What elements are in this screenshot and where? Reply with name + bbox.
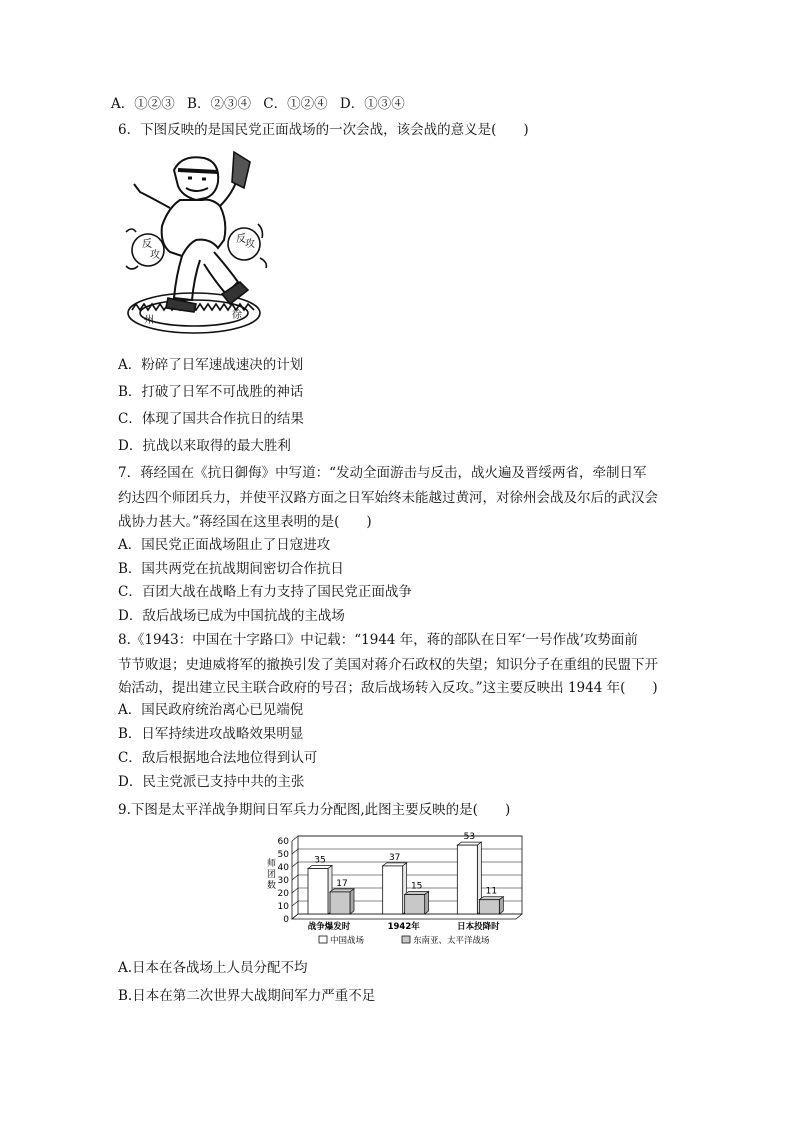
q7-option-d: D．敌后战场已成为中国抗战的主战场 <box>118 608 345 624</box>
legend-label-china: 中国战场 <box>330 936 365 946</box>
q5-option-b: B．②③④ <box>187 96 251 112</box>
gridline-side <box>292 836 298 841</box>
q8-option-d: D．民主党派已支持中共的主张 <box>118 774 305 790</box>
bar-value-label: 15 <box>410 881 423 892</box>
bar <box>308 869 328 915</box>
chart-floor <box>292 914 522 919</box>
bar <box>383 866 403 914</box>
q5-option-d: D．①③④ <box>339 96 405 112</box>
legend-swatch-pacific <box>402 936 410 943</box>
y-tick-label: 0 <box>283 915 289 925</box>
bar-value-label: 53 <box>463 832 476 843</box>
gridline-side <box>292 849 298 854</box>
x-category-label: 日本投降时 <box>457 922 500 932</box>
y-tick-label: 60 <box>277 837 289 847</box>
q5-option-a: A．①②③ <box>111 96 175 112</box>
y-axis-label-1: 师 <box>267 859 277 869</box>
xuzhou-battle-cartoon <box>122 148 272 340</box>
legend-label-pacific: 东南亚、太平洋战场 <box>413 936 490 946</box>
y-tick-label: 40 <box>277 863 289 873</box>
q7-option-a: A．国民党正面战场阻止了日寇进攻 <box>118 537 331 553</box>
x-category-label: 战争爆发时 <box>307 922 351 932</box>
q8-option-c: C．敌后根据地合法地位得到认可 <box>118 750 318 766</box>
q7-option-b: B．国共两党在抗战期间密切合作抗日 <box>118 561 344 577</box>
q9-option-b: B.日本在第二次世界大战期间军力严重不足 <box>118 988 376 1004</box>
bar-value-label: 37 <box>388 852 401 863</box>
bar <box>330 892 350 914</box>
q8-option-b: B．日军持续进攻战略效果明显 <box>118 726 304 742</box>
bar <box>479 900 499 914</box>
y-tick-label: 10 <box>277 902 289 912</box>
gridline-side <box>292 875 298 880</box>
q5-options <box>111 94 413 114</box>
bar <box>457 845 477 914</box>
q8-stem-line-3: 始活动，提出建立民主联合政府的号召；敌后战场转入反攻。”这主要反映出 1944 年( ) <box>118 680 658 696</box>
q7-stem-line-1: 7．蒋经国在《抗日御侮》中写道：“发动全面游击与反击，战火遍及晋绥两省，牵制日军 <box>118 465 647 481</box>
q7-option-c: C．百团大战在战略上有力支持了国民党正面战争 <box>118 584 412 600</box>
y-axis-label-3: 数 <box>267 881 277 891</box>
y-tick-label: 50 <box>277 850 289 860</box>
cartoon-label-gong-right: 攻 <box>245 239 255 250</box>
x-category-label: 1942年 <box>387 922 420 932</box>
cartoon-label-gong-left: 攻 <box>150 250 160 261</box>
q6-option-c: C．体现了国共合作抗日的结果 <box>118 411 304 427</box>
bar-side <box>425 892 429 915</box>
q7-stem-line-2: 约达四个师团兵力，并使平汉路方面之日军始终未能越过黄河，对徐州会战及尔后的武汉会 <box>118 490 658 506</box>
legend-swatch-china <box>319 936 327 943</box>
q8-stem-line-1: 8.《1943：中国在十字路口》中记载：“1944 年，蒋的部队在日军‘一号作战’攻势面前 <box>118 632 638 648</box>
bar-side <box>499 897 503 914</box>
q6-stem: 6．下图反映的是国民党正面战场的一次会战，该会战的意义是( ) <box>118 122 529 138</box>
q5-option-c: C．①②④ <box>263 96 328 112</box>
q6-option-d: D．抗战以来取得的最大胜利 <box>118 438 291 454</box>
troop-distribution-bar-chart <box>262 826 532 948</box>
cartoon-label-xu: 徐 <box>232 310 242 321</box>
bar-value-label: 17 <box>336 878 348 889</box>
gridline-side <box>292 901 298 906</box>
q8-stem-line-2: 节节败退；史迪威将军的撤换引发了美国对蒋介石政权的失望；知识分子在重组的民盟下开 <box>118 657 658 673</box>
q9-stem: 9.下图是太平洋战争期间日军兵力分配图,此图主要反映的是( ) <box>118 802 511 818</box>
cartoon-label-fan-right: 反 <box>236 234 246 245</box>
bar <box>405 895 425 915</box>
gridline-side <box>292 888 298 893</box>
y-tick-label: 20 <box>277 889 289 899</box>
q9-option-a: A.日本在各战场上人员分配不均 <box>118 960 308 976</box>
q6-option-a: A．粉碎了日军速战速决的计划 <box>118 357 304 373</box>
y-axis-label-2: 团 <box>267 870 277 880</box>
q8-option-a: A．国民政府统治离心已见端倪 <box>118 702 304 718</box>
bar-value-label: 11 <box>485 886 498 897</box>
cartoon-label-fan-left: 反 <box>142 239 152 250</box>
gridline-side <box>292 862 298 867</box>
y-tick-label: 30 <box>277 876 289 886</box>
cartoon-label-zhou: 州 <box>144 315 154 326</box>
q7-stem-line-3: 战协力甚大。”蒋经国在这里表明的是( ) <box>118 514 372 530</box>
bar-value-label: 35 <box>314 855 326 866</box>
q6-option-b: B．打破了日军不可战胜的神话 <box>118 384 304 400</box>
bar-side <box>350 889 354 914</box>
